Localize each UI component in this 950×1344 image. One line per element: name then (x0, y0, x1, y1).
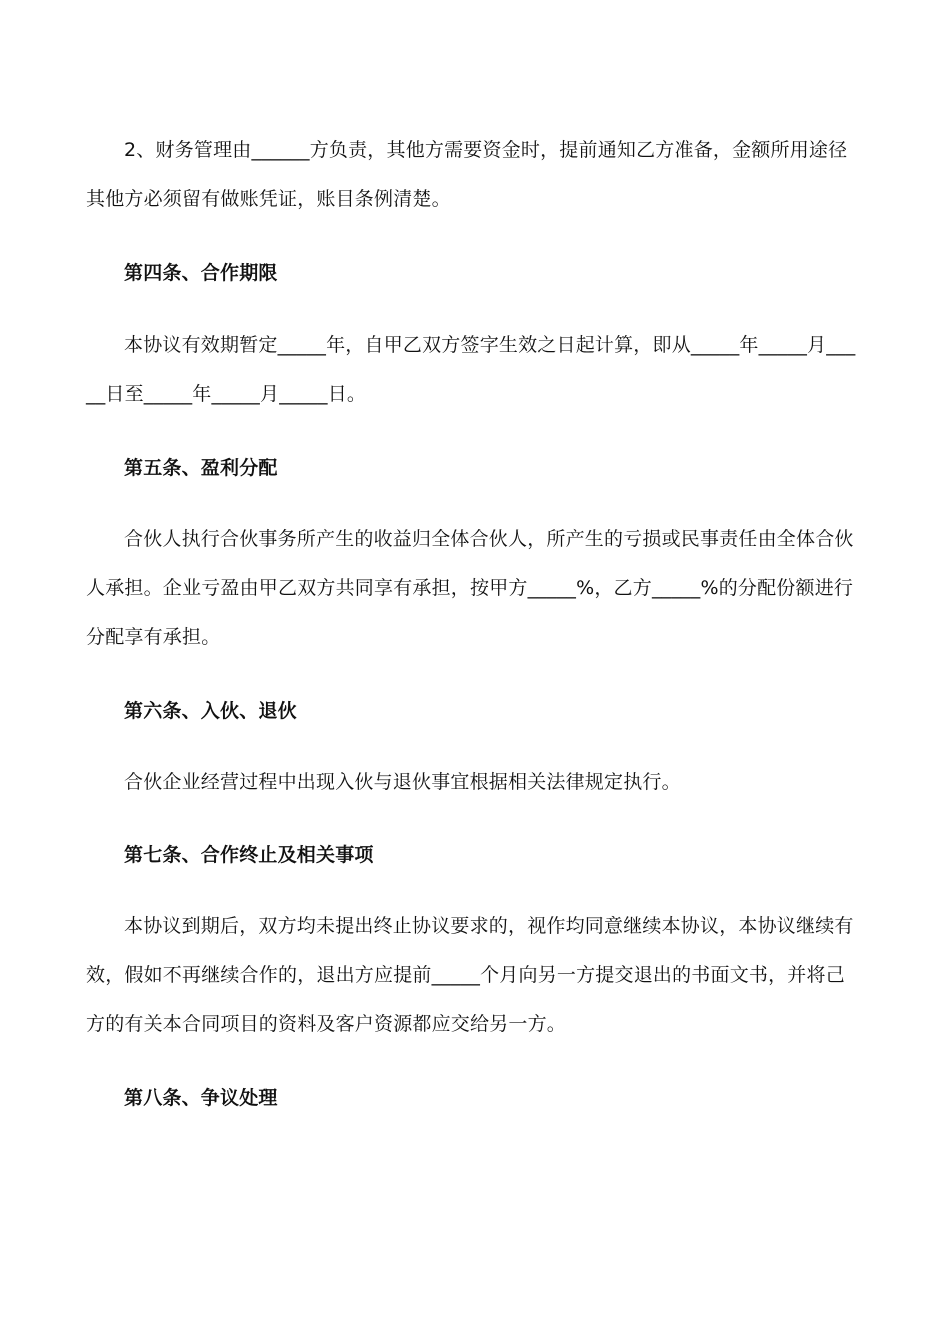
article-4-heading: 第四条、合作期限 (124, 262, 278, 284)
join-exit-paragraph: 合伙企业经营过程中出现入伙与退伙事宜根据相关法律规定执行。 (124, 771, 681, 793)
article-6-heading: 第六条、入伙、退伙 (124, 700, 297, 722)
term-paragraph: 本协议有效期暂定_____年，自甲乙双方签字生效之日起计算，即从_____年_____月_____日至_____年_____月_____日。 (86, 334, 856, 405)
finance-management-paragraph: 2、财务管理由______方负责，其他方需要资金时，提前通知乙方准备，金额所用途径其他方必须留有做账凭证，账目条例清楚。 (86, 139, 848, 210)
termination-paragraph: 本协议到期后，双方均未提出终止协议要求的，视作均同意继续本协议，本协议继续有效，假如不再继续合作的，退出方应提前_____个月向另一方提交退出的书面文书，并将己方的有关本合同项目的资料及客户资源都应交给另一方。 (86, 915, 854, 1035)
article-8-heading: 第八条、争议处理 (124, 1087, 278, 1109)
article-5-heading: 第五条、盈利分配 (124, 457, 278, 479)
article-7-heading: 第七条、合作终止及相关事项 (124, 844, 374, 866)
profit-distribution-paragraph: 合伙人执行合伙事务所产生的收益归全体合伙人，所产生的亏损或民事责任由全体合伙人承担。企业亏盈由甲乙双方共同享有承担，按甲方_____%，乙方_____%的分配份额进行分配享有承担。 (86, 528, 854, 648)
